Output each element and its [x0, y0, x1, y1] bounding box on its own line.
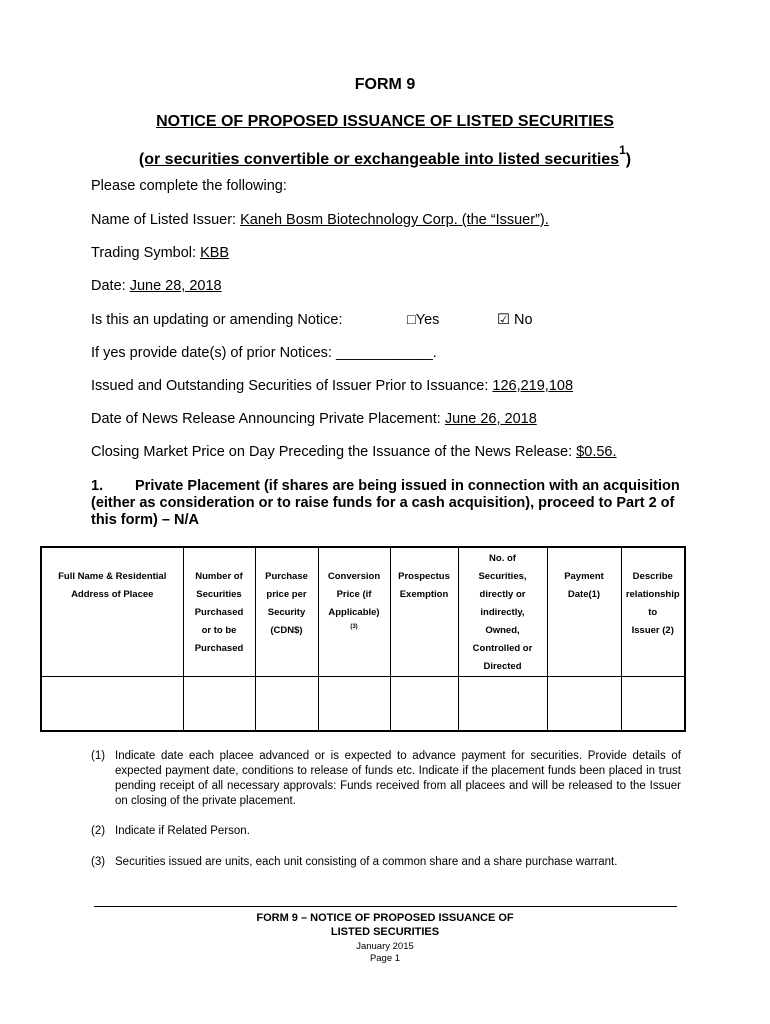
table-cell[interactable]	[41, 677, 183, 732]
footnote-3	[91, 855, 681, 870]
symbol-label: Trading Symbol:	[91, 245, 201, 261]
subtitle-text: (or securities convertible or exchangeable into listed securities	[138, 151, 620, 168]
footnote-text: Indicate date each placee advanced or is expected to advance payment for securities. Provide details of expected payment date, conditions to release of funds etc. Indicate if the placement funds been placed in trust pending receipt of all necessary approvals: Funds received from all placees and will be released to the Issuer on closing of the private placement.	[115, 750, 681, 807]
header-full-name: Full Name & Residential Address of Placee	[41, 547, 183, 677]
table-cell[interactable]	[318, 677, 390, 732]
symbol-value: KBB	[200, 245, 230, 261]
issuer-label: Name of Listed Issuer:	[91, 212, 241, 228]
header-conversion-price: Conversion Price (if Applicable) (3)	[318, 547, 390, 677]
news-release-field	[91, 411, 537, 427]
instruction: Please complete the following:	[91, 178, 287, 194]
page-number: Page 1	[369, 953, 401, 964]
table-row	[41, 677, 685, 732]
table-cell[interactable]	[621, 677, 685, 732]
footer-title: FORM 9 – NOTICE OF PROPOSED ISSUANCE OF	[256, 912, 514, 924]
footnote-text: Securities issued are units, each unit consisting of a common share and a share purchase warrant.	[115, 856, 618, 868]
header-payment-date: Payment Date(1)	[547, 547, 621, 677]
footer-date: January 2015	[356, 941, 414, 952]
footnote-text: Indicate if Related Person.	[115, 825, 250, 837]
closing-price-field	[91, 444, 617, 460]
news-release-label: Date of News Release Announcing Private Placement:	[91, 411, 445, 427]
table-cell[interactable]	[458, 677, 547, 732]
footnote-mark: 1	[619, 143, 626, 157]
footnote-2	[91, 824, 681, 839]
trading-symbol-field	[91, 245, 229, 261]
date-field	[91, 278, 222, 294]
section-1-heading	[91, 478, 691, 529]
form-title: FORM 9	[354, 76, 416, 93]
section-number: 1.	[91, 478, 104, 494]
table-cell[interactable]	[183, 677, 255, 732]
footer-divider	[94, 906, 677, 907]
table-cell[interactable]	[390, 677, 458, 732]
date-label: Date:	[91, 278, 130, 294]
issuer-value: Kaneh Bosm Biotechnology Corp. (the “Issuer”).	[240, 212, 549, 228]
document-subtitle	[0, 143, 770, 169]
footnote-1	[91, 749, 681, 809]
outstanding-value: 126,219,108	[492, 378, 574, 394]
footer-title-line2: LISTED SECURITIES	[330, 926, 440, 938]
footnote-number: (3)	[91, 856, 106, 868]
prior-notices-field: If yes provide date(s) of prior Notices: ____________.	[91, 345, 437, 361]
table-cell[interactable]	[547, 677, 621, 732]
updating-notice-label: Is this an updating or amending Notice:	[91, 312, 343, 328]
document-title: NOTICE OF PROPOSED ISSUANCE OF LISTED SECURITIES	[156, 113, 614, 130]
placement-table	[40, 546, 686, 732]
table-cell[interactable]	[255, 677, 318, 732]
date-value: June 28, 2018	[129, 278, 222, 294]
closing-price-value: $0.56.	[576, 444, 617, 460]
news-release-value: June 26, 2018	[444, 411, 537, 427]
no-checkbox[interactable]	[497, 312, 533, 328]
header-securities-owned: No. of Securities, directly or indirectly, Owned, Controlled or Directed	[458, 547, 547, 677]
footnote-number: (2)	[91, 825, 106, 837]
outstanding-label: Issued and Outstanding Securities of Issuer Prior to Issuance:	[91, 378, 493, 394]
header-number-of-securities: Number of Securities Purchased or to be Purchased	[183, 547, 255, 677]
header-prospectus-exemption: Prospectus Exemption	[390, 547, 458, 677]
table-header-row	[41, 547, 685, 677]
closing-price-label: Closing Market Price on Day Preceding the Issuance of the News Release:	[91, 444, 577, 460]
subtitle-close: )	[625, 151, 632, 168]
header-purchase-price: Purchase price per Security (CDN$)	[255, 547, 318, 677]
section-title: Private Placement (if shares are being issued in connection with an acquisition (either as consideration or to raise funds for a cash acquisition), proceed to Part 2 of this form) – N/A	[91, 478, 680, 528]
outstanding-securities-field	[91, 378, 573, 394]
no-label: No	[510, 312, 533, 328]
yes-checkbox[interactable]: □Yes	[407, 312, 440, 328]
header-relationship: Describe relationship to Issuer (2)	[621, 547, 685, 677]
issuer-name-field	[91, 212, 549, 228]
footnote-number: (1)	[91, 750, 106, 762]
checked-box-icon: ☑	[497, 312, 510, 328]
